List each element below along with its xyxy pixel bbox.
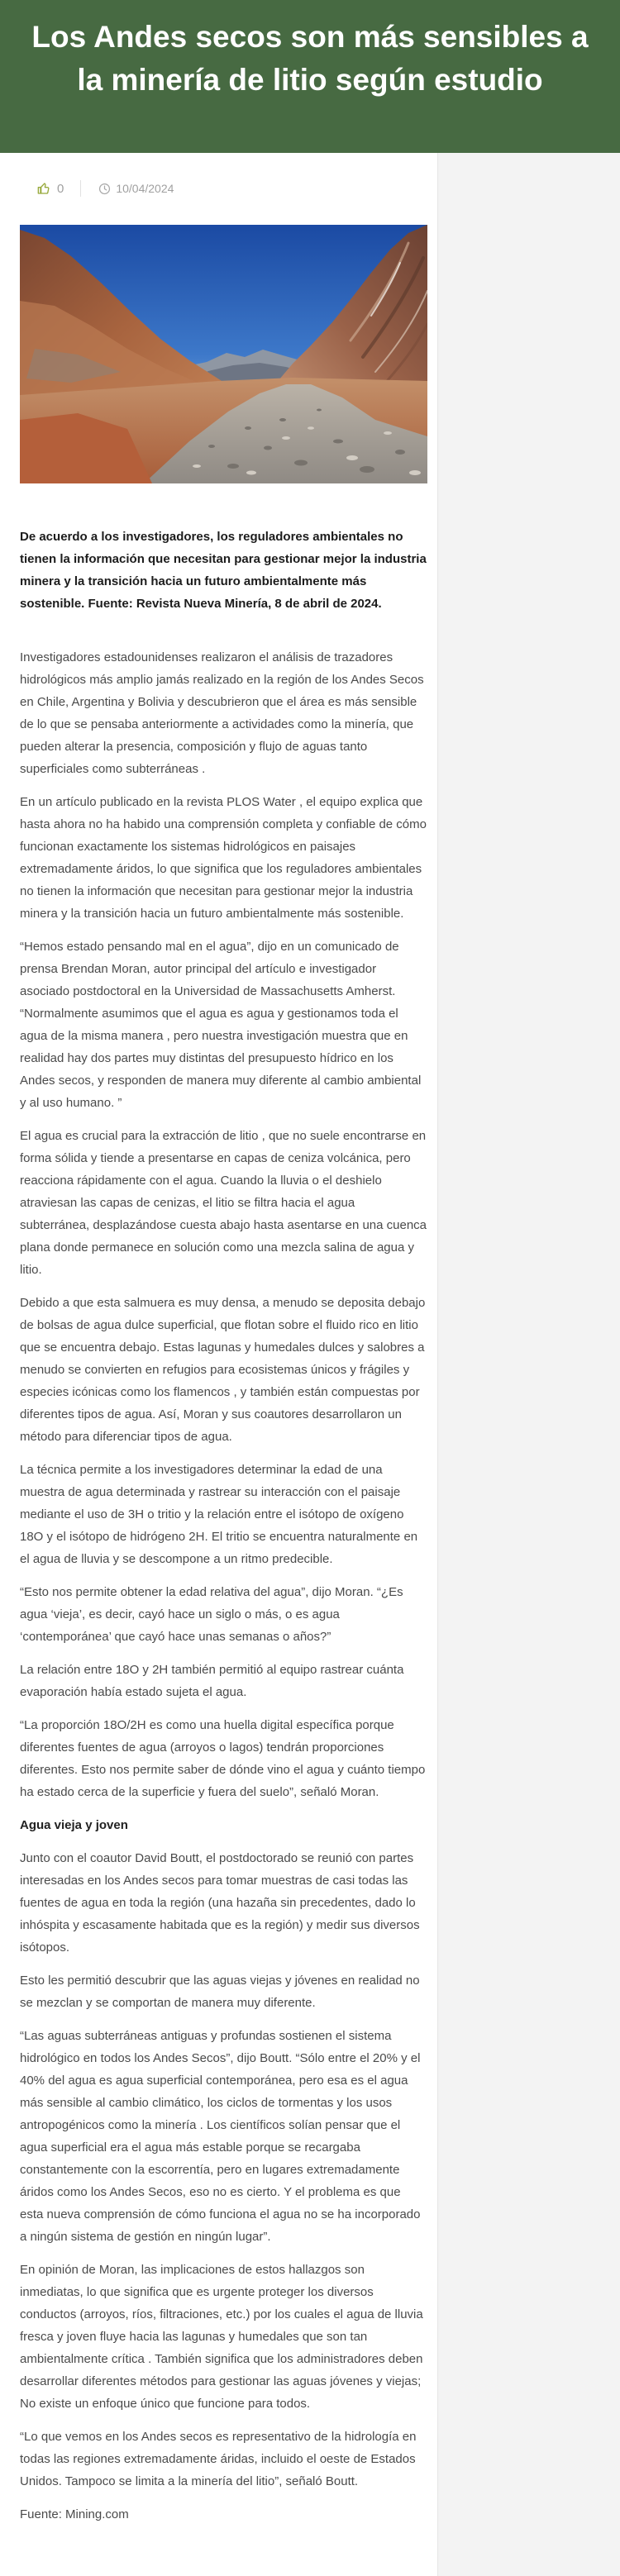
- article-body: [20, 646, 427, 2526]
- article-subheading: Agua vieja y joven: [20, 1818, 128, 1832]
- article-lead: De acuerdo a los investigadores, los reguladores ambientales no tienen la información que necesitan para gestionar mejor la industria minera y la transición hacia un futuro ambientalmente más sostenible. Fuente: Revista Nueva Minería, 8 de abril de 2024.: [20, 530, 427, 611]
- article-paragraph: En un artículo publicado en la revista PLOS Water , el equipo explica que hasta ahora no ha habido una comprensión completa y confiable de cómo funcionan exactamente los sistemas hidrológicos en paisajes extremadamente áridos, lo que significa que los reguladores ambientales no tienen la información que necesitan para gestionar mejor la industria minera y la transición hacia un futuro ambientalmente más sostenible.: [20, 795, 427, 921]
- rock: [227, 464, 239, 469]
- rock: [317, 409, 322, 412]
- rock: [395, 450, 405, 455]
- thumbs-up-icon-outline: [38, 183, 48, 193]
- article-paragraph: La técnica permite a los investigadores determinar la edad de una muestra de agua determinada y rastrear su interacción con el paisaje mediante el uso de 3H o tritio y la relación entre el isótopo de oxígeno 18O y el isótopo de hidrógeno 2H. El tritio se encuentra naturalmente en el agua de lluvia y se descompone a un ritmo predecible.: [20, 1463, 418, 1566]
- rock: [346, 455, 358, 460]
- article-paragraph: La relación entre 18O y 2H también permitió al equipo rastrear cuánta evaporación había estado sujeta el agua.: [20, 1663, 404, 1699]
- site-header: [0, 0, 620, 153]
- article-image: [20, 225, 427, 483]
- article-paragraph: “Hemos estado pensando mal en el agua”, dijo en un comunicado de prensa Brendan Moran, autor principal del artículo e investigador asociado postdoctoral en la Universidad de Massachusetts Amherst. “Normalmente asumimos que el agua es agua y gestionamos toda el agua de la misma manera , pero nuestra investigación muestra que en realidad hay dos partes muy distintas del presupuesto hídrico en los Andes secos, y responden de manera muy diferente al cambio ambiental y al uso humano. ”: [20, 940, 422, 1110]
- rock: [282, 436, 290, 440]
- like-count: 0: [57, 181, 64, 196]
- rock: [245, 426, 251, 430]
- article-paragraph: En opinión de Moran, las implicaciones de estos hallazgos son inmediatas, lo que significa que es urgente proteger los diversos conductos (arroyos, ríos, filtraciones, etc.) por los cuales el agua de lluvia fresca y joven fluye hacia las lagunas y humedales que son tan ambientalmente crítica . También significa que los administradores deben desarrollar diferentes métodos para gestionar las aguas jóvenes y viejas; No existe un enfoque único que funcione para todos.: [20, 2263, 423, 2411]
- article-source: Fuente: Mining.com: [20, 2507, 129, 2521]
- rock: [264, 446, 272, 450]
- rock: [333, 440, 343, 444]
- article-paragraph: Investigadores estadounidenses realizaron el análisis de trazadores hidrológicos más amplio jamás realizado en la región de los Andes Secos en Chile, Argentina y Bolivia y descubrieron que el área es más sensible de lo que se pensaba anteriormente a actividades como la minería, que pueden alterar la presencia, composición y flujo de aguas tanto superficiales como subterráneas .: [20, 650, 424, 776]
- article-title: Los Andes secos son más sensibles a la minería de litio según estudio: [31, 20, 589, 97]
- article-paragraph: “La proporción 18O/2H es como una huella digital específica porque diferentes fuentes de agua (arroyos o lagos) tendrán proporciones diferentes. Esto nos permite saber de dónde vino el agua y cuánto tiempo ha estado cerca de la superficie y fuera del suelo”, señaló Moran.: [20, 1718, 426, 1799]
- rock: [384, 431, 392, 435]
- article-paragraph: El agua es crucial para la extracción de litio , que no suele encontrarse en forma sólida y tiende a presentarse en capas de ceniza volcánica, pero reacciona rápidamente con el agua. Cuando la lluvia o el deshielo atraviesan las capas de cenizas, el litio se filtra hacia el agua subterránea, desplazándose cuesta abajo hasta asentarse en una cuenca plana donde permanece en solución como una mezcla salina de agua y litio.: [20, 1129, 427, 1277]
- sidebar: [438, 153, 620, 2576]
- article-column: [0, 153, 438, 2576]
- article-paragraph: Esto les permitió descubrir que las aguas viejas y jóvenes en realidad no se mezclan y se comportan de manera muy diferente.: [20, 1974, 420, 2010]
- rock: [308, 426, 314, 430]
- rock: [360, 466, 374, 473]
- article-paragraph: “Lo que vemos en los Andes secos es representativo de la hidrología en todas las regiones extremadamente áridas, incluido el oeste de Estados Unidos. Tampoco se limita a la minería del litio”, señaló Boutt.: [20, 2430, 417, 2488]
- meta-separator: [80, 180, 81, 197]
- rock: [193, 464, 201, 468]
- article-paragraph: “Esto nos permite obtener la edad relativa del agua”, dijo Moran. “¿Es agua ‘vieja’, es decir, cayó hace un siglo o más, o es agua ‘contemporánea’ que cayó hace unas semanas o años?”: [20, 1585, 403, 1644]
- article-paragraph: “Las aguas subterráneas antiguas y profundas sostienen el sistema hidrológico en todos los Andes Secos”, dijo Boutt. “Sólo entre el 20% y el 40% del agua es agua superficial contemporánea, pero esa es el agua más sensible al cambio climático, los ciclos de tormentas y los usos antropogénicos como la minería . Los científicos solían pensar que el agua superficial era el agua más estable porque se recargaba constantemente con la escorrentía, pero en lugares extremadamente áridos como los Andes Secos, eso no es cierto. Y el problema es que esta nueva comprensión de cómo funciona el agua no se ha incorporado a ningún sistema de gestión en ningún lugar”.: [20, 2029, 421, 2244]
- clock-icon-hands: [105, 186, 107, 190]
- article-meta: [20, 169, 427, 207]
- date-text: 10/04/2024: [116, 182, 174, 195]
- rock: [409, 470, 421, 475]
- article-paragraph: Debido a que esta salmuera es muy densa, a menudo se deposita debajo de bolsas de agua dulce superficial, que flotan sobre el fluido rico en litio que se encuentra debajo. Estas lagunas y humedales dulces y salobres a menudo se convierten en refugios para ecosistemas únicos y frágiles y especies icónicas como los flamencos , y también están compuestas por diferentes tipos de agua. Así, Moran y sus coautores desarrollaron un método para diferenciar tipos de agua.: [20, 1296, 426, 1444]
- rock: [279, 418, 286, 421]
- clock-icon: [98, 183, 111, 195]
- rock: [294, 460, 308, 466]
- publish-date: [98, 182, 174, 195]
- page-layout: [0, 153, 620, 2576]
- thumbs-up-icon[interactable]: [37, 182, 50, 195]
- like-button[interactable]: [37, 182, 64, 196]
- rock: [246, 471, 256, 475]
- article-paragraph: Junto con el coautor David Boutt, el postdoctorado se reunió con partes interesadas en los Andes secos para tomar muestras de casi todas las fuentes de agua en toda la región (una hazaña sin precedentes, dado lo inhóspita y escasamente habitada que es la región) y medir sus diversos isótopos.: [20, 1851, 420, 1955]
- rock: [208, 445, 215, 448]
